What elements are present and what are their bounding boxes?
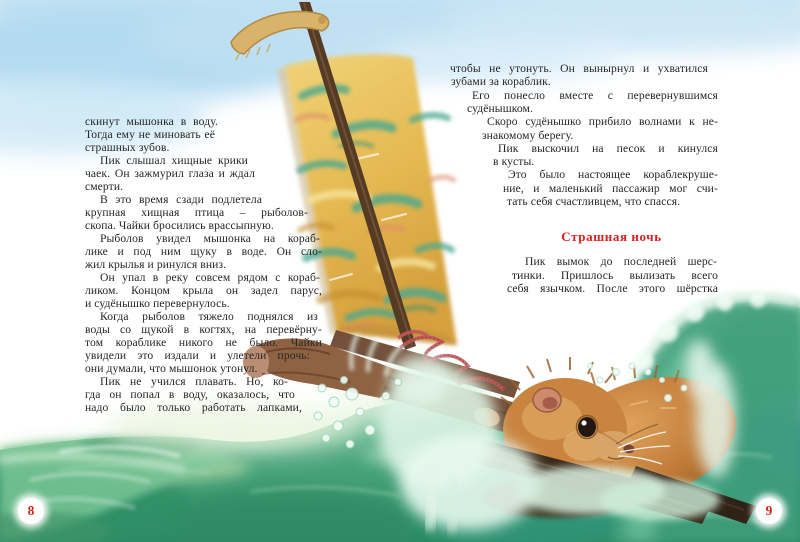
text-line: чтобы не утонуть. Он вынырнул и ухватился [450, 62, 708, 75]
mouse-eye [578, 417, 596, 437]
text-line: тать себя счастливцем, что спасся. [507, 195, 681, 208]
text-line: Его понесло вместе с перевернувшимся [472, 88, 718, 102]
text-line: В это время сзади подлетела [100, 193, 262, 206]
text-line: лике и под ним щуку в воде. Он сло- [85, 245, 322, 258]
text-line: Когда рыболов тяжело поднялся из [100, 310, 318, 323]
text-line: жил крылья и ринулся вниз. [85, 258, 227, 271]
text-line: надо было только работать лапками, [85, 401, 302, 414]
text-line: страшных зубов. [85, 141, 170, 154]
text-line: крупная хищная птица – рыболов- [85, 206, 308, 219]
page-number-left [18, 498, 44, 524]
text-line: Пик не учился плавать. Но, ко- [100, 375, 288, 388]
text-line: зубами за кораблик. [451, 75, 551, 89]
text-line: и судёнышко перевернулось. [85, 297, 230, 310]
page-number-right [756, 498, 782, 524]
text-line: Рыболов увидел мышонка на кораб- [100, 232, 320, 245]
text-line: том кораблике никого не было. Чайки [85, 336, 322, 349]
page-number-right-value: 9 [765, 503, 773, 518]
text-line: увидели это издали и улетели прочь: [85, 349, 310, 362]
text-line: Пик выскочил на песок и кинулся [498, 141, 718, 155]
text-line: гда он попал в воду, оказалось, что [85, 388, 295, 401]
text-line: чаек. Он зажмурил глаза и ждал [85, 167, 255, 180]
text-line: Скоро судёнышко прибило волнами к не- [487, 115, 718, 129]
text-line: смерти. [85, 180, 124, 193]
text-line: судёнышком. [467, 101, 533, 115]
text-line: воды со щукой в когтях, на перевёрну- [85, 323, 322, 336]
text-line: знакомому берегу. [482, 128, 574, 142]
text-line: скопа. Чайки бросились врассыпную. [85, 219, 274, 232]
text-line: Пик вымок до последней шерс- [525, 255, 717, 268]
text-line: Он упал в реку совсем рядом с кораб- [100, 271, 320, 284]
page-number-left-value: 8 [27, 503, 35, 518]
text-line: они думали, что мышонок утонул. [85, 362, 258, 375]
text-line: себя язычком. После этого шёрстка [507, 282, 718, 296]
text-line: ликом. Концом крыла он задел парус, [85, 284, 322, 297]
text-line: в кусты. [493, 155, 535, 169]
text-line: Это было настоящее кораблекруше- [508, 168, 718, 182]
text-line: тинки. Пришлось вылизать всего [512, 268, 718, 282]
text-line: ние, и маленький пассажир мог счи- [503, 181, 718, 195]
text-line: скинут мышонка в воду. [85, 115, 218, 128]
text-line: Пик слышал хищные крики [100, 154, 248, 167]
section-heading: Страшная ночь [561, 229, 662, 244]
text-line: Тогда ему не миновать её [85, 128, 215, 141]
